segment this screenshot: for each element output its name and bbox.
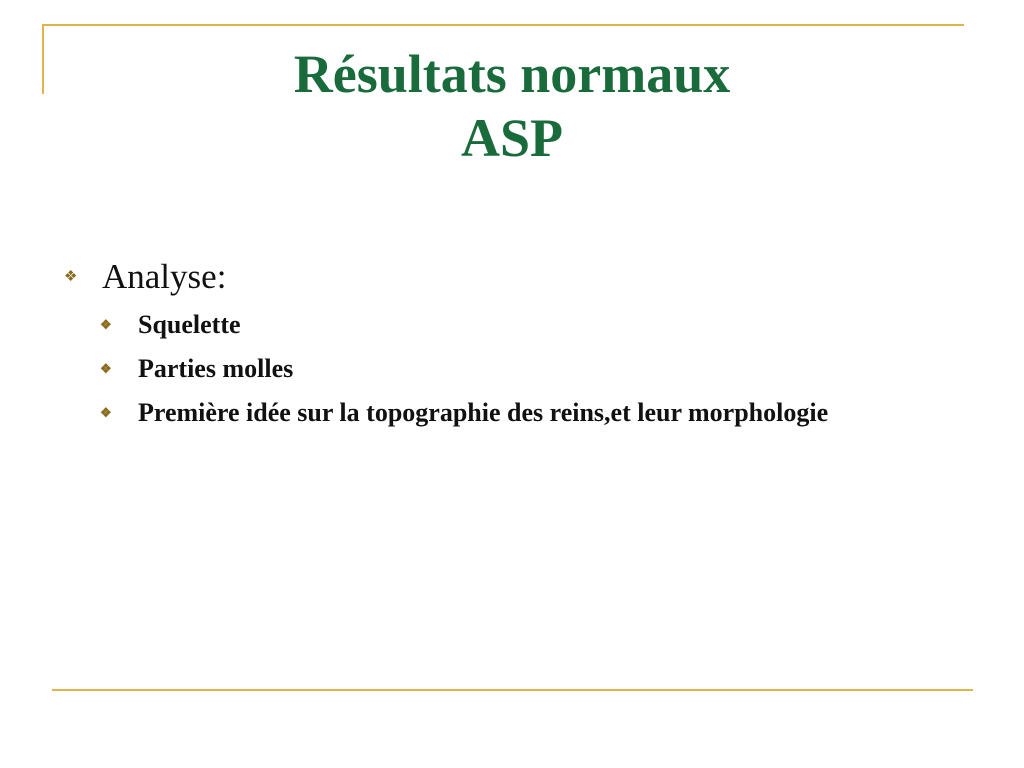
sub-bullet-text: Squelette bbox=[138, 310, 241, 339]
slide-body bbox=[62, 252, 912, 440]
diamond-bullet-icon: ❖ bbox=[100, 361, 112, 376]
sub-bullet-text: Première idée sur la topographie des reins,et leur morphologie bbox=[138, 398, 829, 427]
sub-bullet-item bbox=[100, 308, 912, 342]
frame-top-line bbox=[42, 24, 964, 26]
bullet-text: Analyse: bbox=[102, 257, 227, 296]
diamond-bullet-icon: ❖ bbox=[64, 269, 78, 285]
frame-bottom-line bbox=[52, 689, 973, 691]
sub-bullet-item bbox=[100, 352, 912, 386]
title-line-1: Résultats normaux bbox=[293, 44, 731, 104]
sub-bullet-item bbox=[100, 396, 912, 430]
diamond-bullet-icon: ❖ bbox=[100, 405, 112, 420]
sub-bullet-text: Parties molles bbox=[138, 354, 294, 383]
diamond-bullet-icon: ❖ bbox=[100, 317, 112, 332]
bullet-item-analyse bbox=[62, 252, 912, 302]
slide-title bbox=[0, 42, 1024, 170]
title-line-2: ASP bbox=[460, 108, 563, 168]
